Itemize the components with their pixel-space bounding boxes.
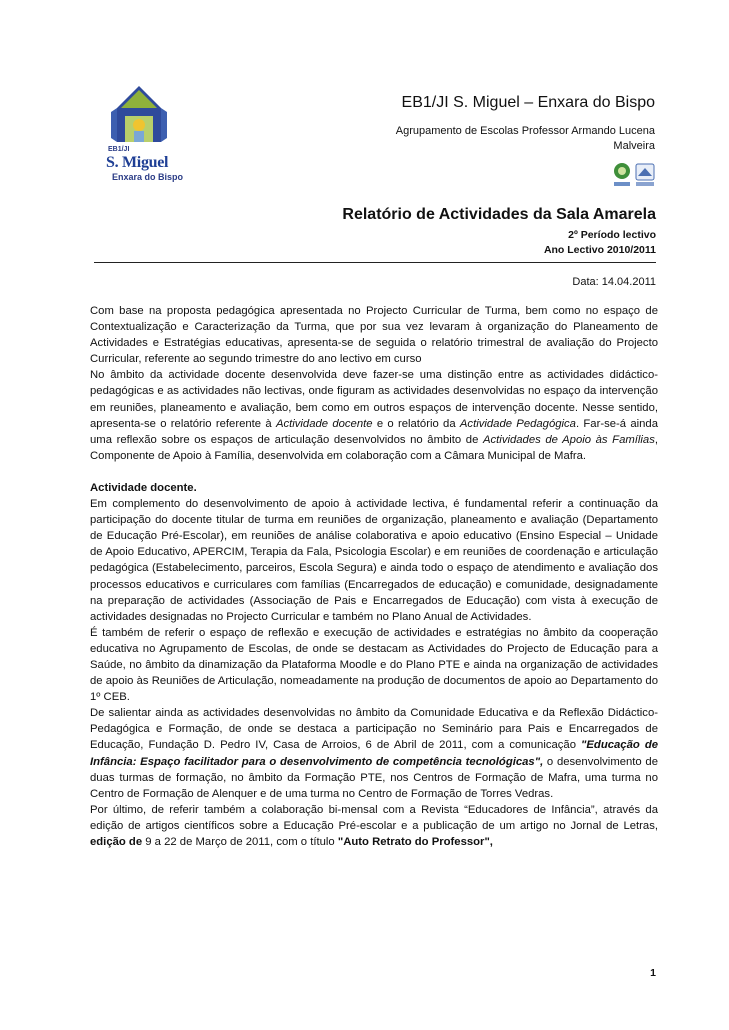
report-date: Data: 14.04.2011 <box>572 276 656 288</box>
paragraph-intro: Com base na proposta pedagógica apresentada no Projecto Curricular de Turma, bem como no espaço de Contextualização e Caracterização da Turma, que por sua vez levaram à organização do Planeamento de Actividades e Estratégias educativas, apresenta-se de seguida o relatório trimestral de avaliação do Projecto Curricular, referente ao segundo trimestre do ano lectivo em curso <box>90 305 658 366</box>
article-title: "Auto Retrato do Professor", <box>337 836 493 848</box>
school-group-place: Malveira <box>613 140 655 152</box>
school-title: EB1/JI S. Miguel – Enxara do Bispo <box>401 94 655 111</box>
report-title: Relatório de Actividades da Sala Amarela <box>342 206 656 223</box>
text-run: . Far-se-á ainda uma reflexão sobre os espaços de articulação desenvolvidos no âmbito de <box>90 417 658 446</box>
paragraph-gap <box>90 464 658 480</box>
text-run: e o relatório da <box>372 417 460 430</box>
logo-place: Enxara do Bispo <box>112 172 184 182</box>
emphasis-apoio-familias: Actividades de Apoio às Famílias <box>482 433 655 446</box>
page-number: 1 <box>650 967 656 979</box>
text-run: 9 a 22 de Março de 2011, com o título <box>142 836 338 848</box>
report-body <box>90 303 658 850</box>
emphasis-activity-pedagogica: Actividade Pedagógica <box>459 417 576 430</box>
report-period: 2º Período lectivo <box>568 229 656 241</box>
logo-tag: EB1/JI <box>108 146 130 153</box>
paragraph-meetings: Em complemento do desenvolvimento de apoio à actividade lectiva, é fundamental referir a continuação da participação do docente titular de turma em reuniões de organização, planeamento e avaliação (Departamento de Educação Pré-Escolar), em reuniões de análise colaborativa e apoio educativo (Ensino Especial – Unidade de Apoio Educativo, APERCIM, Terapia da Fala, Psicologia Escolar) e em reuniões de coordenação e articulação pedagógica (Estabelecimento, parceiros, Escola Segura) e ainda todo o espaço de atendimento e avaliação dos processos educativos e curriculares com famílias (Encarregados de educação) e comunidade, designadamente na preparação de actividades (Associação de Pais e Encarregados de Educação) com vista à execução de actividades designadas no Projecto Curricular e também no Plano Anual de Actividades. <box>90 498 658 623</box>
text-run: o desenvolvimento de duas turmas de formação, no âmbito da Formação PTE, nos Centros de Formação de Mafra, uma turma no Centro de Formação de Alenquer e de uma turma no Centro de Formação de Torres Vedras. <box>90 755 658 800</box>
text-run: , Componente de Apoio à Família, desenvolvida em colaboração com a Câmara Municipal de Mafra. <box>90 433 658 462</box>
communication-title: "Educação de Infância: Espaço facilitador para o desenvolvimento de competência tecnológicas", <box>90 739 658 768</box>
logo-name: S. Miguel <box>106 154 169 171</box>
paragraph-cooperation: É também de referir o espaço de reflexão e execução de actividades e estratégias no âmbito da cooperação educativa no Agrupamento de Escolas, de onde se destacam as Actividades do Projecto de Educação para a Saúde, no âmbito da dinamização da Plataforma Moodle e do Plano PTE e ainda na organização de actividades de apoio às Reuniões de Articulação, nomeadamente na produção de documentos de apoio ao Departamento do 1º CEB. <box>90 626 658 704</box>
paragraph-scope <box>90 367 658 464</box>
text-run: No âmbito da actividade docente desenvolvida deve fazer-se uma distinção entre as actividades didáctico-pedagógicas e as actividades não lectivas, onde figuram as actividades desenvolvidas no espaço da intervenção em reuniões, planeamento e avaliação, bem como em outros espaços de intervenção docente. Nesse sentido, apresenta-se o relatório referente à <box>90 369 658 430</box>
report-year: Ano Lectivo 2010/2011 <box>543 244 656 256</box>
edition-label: edição de <box>90 836 143 848</box>
emphasis-activity-docente: Actividade docente <box>275 417 373 430</box>
eco-school-badges-icon <box>611 160 657 188</box>
section-heading: Actividade docente. <box>90 481 197 494</box>
text-run: Por último, de referir também a colaboração bi-mensal com a Revista “Educadores de Infância”, através da edição de artigos científicos sobre a Educação Pré-escolar e a publicação de um artigo no Jornal de Letras, <box>90 803 658 832</box>
paragraph-community <box>90 705 658 802</box>
school-group-name: Agrupamento de Escolas Professor Armando Lucena <box>395 125 655 137</box>
paragraph-publications <box>90 802 658 850</box>
text-run: De salientar ainda as actividades desenvolvidas no âmbito da Comunidade Educativa e da Reflexão Didáctico-Pedagógica e Formação, de onde se destaca a participação no Seminário para Pais e Encarregados de Educação, Fundação D. Pedro IV, Casa de Arroios, 6 de Abril de 2011, com a comunicação <box>90 707 658 752</box>
header-divider <box>94 262 656 263</box>
